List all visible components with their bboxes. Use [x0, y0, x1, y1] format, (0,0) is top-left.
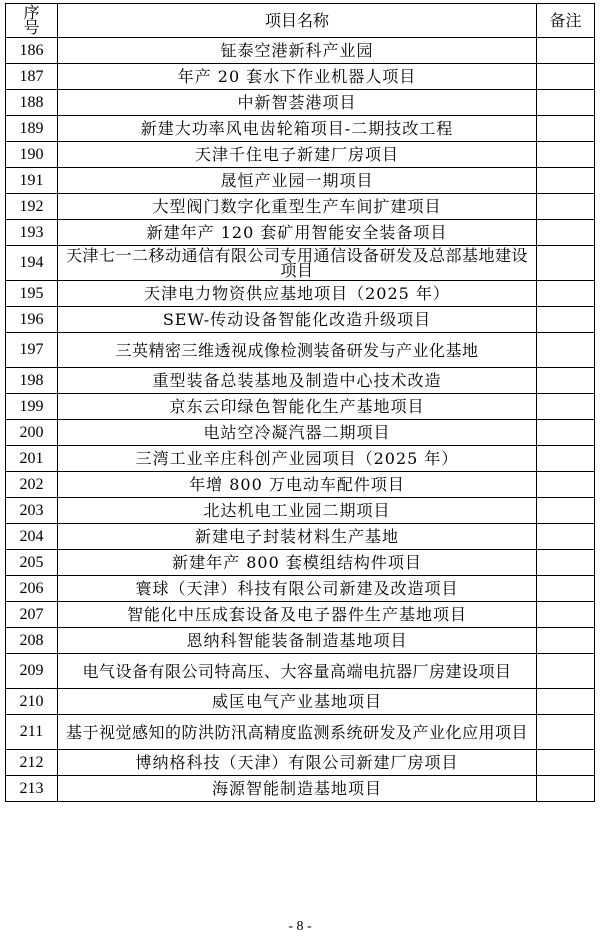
table-header-row [6, 4, 595, 38]
page-number: - 8 - [288, 919, 312, 934]
row-number: 200 [6, 420, 58, 446]
row-note [537, 246, 595, 281]
row-number: 192 [6, 194, 58, 220]
row-number: 205 [6, 550, 58, 576]
row-note [537, 446, 595, 472]
row-note [537, 472, 595, 498]
project-name: 天津电力物资供应基地项目（2025 年） [58, 281, 537, 307]
table-row [6, 142, 595, 168]
header-note: 备注 [537, 4, 595, 38]
row-note [537, 715, 595, 750]
row-note [537, 142, 595, 168]
table-row [6, 394, 595, 420]
table-row [6, 420, 595, 446]
row-note [537, 776, 595, 802]
project-name: 博纳格科技（天津）有限公司新建厂房项目 [58, 750, 537, 776]
row-note [537, 90, 595, 116]
table-row [6, 472, 595, 498]
row-note [537, 64, 595, 90]
table-row [6, 550, 595, 576]
project-name: 智能化中压成套设备及电子器件生产基地项目 [58, 602, 537, 628]
project-name: 三英精密三维透视成像检测装备研发与产业化基地 [58, 333, 537, 368]
row-number: 208 [6, 628, 58, 654]
project-name: 寰球（天津）科技有限公司新建及改造项目 [58, 576, 537, 602]
table-row [6, 194, 595, 220]
project-name: 威匡电气产业基地项目 [58, 689, 537, 715]
project-name: 年产 20 套水下作业机器人项目 [58, 64, 537, 90]
row-note [537, 750, 595, 776]
table-row [6, 576, 595, 602]
project-name: 北达机电工业园二期项目 [58, 498, 537, 524]
project-table [5, 3, 595, 802]
row-note [537, 307, 595, 333]
row-note [537, 654, 595, 689]
row-number: 202 [6, 472, 58, 498]
project-name: 新建大功率风电齿轮箱项目-二期技改工程 [58, 116, 537, 142]
row-note [537, 220, 595, 246]
row-note [537, 602, 595, 628]
project-name: 海源智能制造基地项目 [58, 776, 537, 802]
project-name: 晟恒产业园一期项目 [58, 168, 537, 194]
table-row [6, 38, 595, 64]
header-seq-char: 号 [23, 17, 40, 37]
project-name: 新建年产 120 套矿用智能安全装备项目 [58, 220, 537, 246]
row-note [537, 281, 595, 307]
table-row [6, 281, 595, 307]
table-row [6, 498, 595, 524]
table-row [6, 446, 595, 472]
row-number: 198 [6, 368, 58, 394]
row-note [537, 550, 595, 576]
row-note [537, 194, 595, 220]
table-row [6, 90, 595, 116]
project-name: 三湾工业辛庄科创产业园项目（2025 年） [58, 446, 537, 472]
table-row [6, 776, 595, 802]
row-note [537, 394, 595, 420]
project-name: 中新智荟港项目 [58, 90, 537, 116]
table-row [6, 602, 595, 628]
row-note [537, 576, 595, 602]
row-number: 210 [6, 689, 58, 715]
row-note [537, 628, 595, 654]
table-row [6, 116, 595, 142]
row-number: 193 [6, 220, 58, 246]
table-row [6, 524, 595, 550]
project-name: 钲泰空港新科产业园 [58, 38, 537, 64]
row-note [537, 420, 595, 446]
project-name: 重型装备总装基地及制造中心技术改造 [58, 368, 537, 394]
row-note [537, 333, 595, 368]
row-number: 191 [6, 168, 58, 194]
project-name: 恩纳科智能装备制造基地项目 [58, 628, 537, 654]
row-number: 206 [6, 576, 58, 602]
project-name: 天津七一二移动通信有限公司专用通信设备研发及总部基地建设项目 [58, 246, 537, 281]
project-name: 基于视觉感知的防洪防汛高精度监测系统研发及产业化应用项目 [58, 715, 537, 750]
row-note [537, 368, 595, 394]
table-row [6, 220, 595, 246]
row-number: 204 [6, 524, 58, 550]
row-number: 209 [6, 654, 58, 689]
project-name: 新建年产 800 套模组结构件项目 [58, 550, 537, 576]
row-number: 186 [6, 38, 58, 64]
project-name: 京东云印绿色智能化生产基地项目 [58, 394, 537, 420]
table-row [6, 64, 595, 90]
table-row [6, 246, 595, 281]
row-note [537, 689, 595, 715]
row-number: 190 [6, 142, 58, 168]
table-row [6, 368, 595, 394]
row-number: 212 [6, 750, 58, 776]
row-note [537, 38, 595, 64]
row-number: 203 [6, 498, 58, 524]
row-number: 199 [6, 394, 58, 420]
header-name: 项目名称 [58, 4, 537, 38]
project-name: 年增 800 万电动车配件项目 [58, 472, 537, 498]
project-name: 电气设备有限公司特高压、大容量高端电抗器厂房建设项目 [58, 654, 537, 689]
table-row [6, 333, 595, 368]
header-seq [6, 4, 58, 38]
project-name: 天津千住电子新建厂房项目 [58, 142, 537, 168]
project-name: 新建电子封装材料生产基地 [58, 524, 537, 550]
table-row [6, 307, 595, 333]
table-row [6, 689, 595, 715]
project-name: SEW-传动设备智能化改造升级项目 [58, 307, 537, 333]
table-body [6, 38, 595, 802]
row-number: 187 [6, 64, 58, 90]
row-note [537, 524, 595, 550]
table-row [6, 628, 595, 654]
table-row [6, 750, 595, 776]
table-row [6, 168, 595, 194]
row-number: 213 [6, 776, 58, 802]
row-note [537, 116, 595, 142]
project-name: 电站空冷凝汽器二期项目 [58, 420, 537, 446]
table-row [6, 654, 595, 689]
row-number: 207 [6, 602, 58, 628]
project-name: 大型阀门数字化重型生产车间扩建项目 [58, 194, 537, 220]
row-number: 201 [6, 446, 58, 472]
row-number: 189 [6, 116, 58, 142]
row-note [537, 168, 595, 194]
row-number: 197 [6, 333, 58, 368]
row-number: 196 [6, 307, 58, 333]
row-number: 195 [6, 281, 58, 307]
row-number: 211 [6, 715, 58, 750]
header-seq-char: 序 [23, 2, 40, 22]
row-note [537, 498, 595, 524]
table-row [6, 715, 595, 750]
row-number: 194 [6, 246, 58, 281]
row-number: 188 [6, 90, 58, 116]
